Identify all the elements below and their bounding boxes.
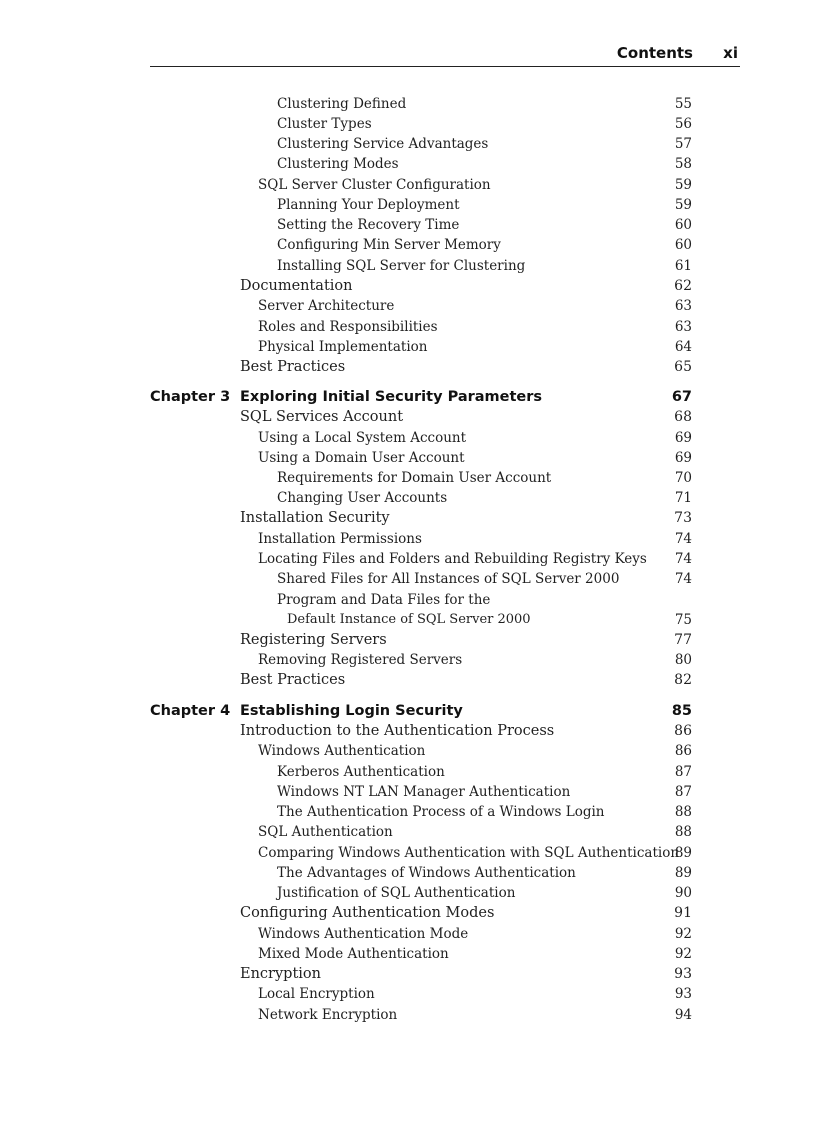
toc-entry-page: 73 [674,510,692,526]
toc-entry-page: 80 [674,652,692,668]
toc-entry-title: Windows Authentication Mode [258,926,469,942]
toc-entry [0,175,816,195]
toc-chapter-page: 85 [671,703,692,719]
toc-entry-title: Cluster Types [277,116,372,132]
toc-entry-page: 71 [674,490,692,506]
toc-entry [0,741,816,761]
toc-entry [0,843,816,863]
toc-chapter-title: Exploring Initial Security Parameters [240,389,543,405]
toc-entry [0,610,816,630]
toc-entry-page: 86 [674,743,692,759]
toc-entry [0,256,816,276]
toc-entry [0,944,816,964]
toc-entry-page: 61 [674,258,692,274]
toc-entry-page: 82 [674,672,692,688]
toc-entry-title: Server Architecture [258,298,395,314]
toc-entry-title: Installation Security [240,510,390,526]
toc-entry [0,468,816,488]
toc-entry [0,863,816,883]
toc-entry-page: 65 [674,359,692,375]
toc-entry-title: Windows Authentication [258,743,426,759]
toc-entry [0,822,816,842]
toc-entry [0,296,816,316]
toc-entry [0,215,816,235]
toc-entry [0,337,816,357]
toc-entry-title: Best Practices [240,672,346,688]
toc-entry-page: 88 [674,804,692,820]
toc-entry-page: 63 [674,298,692,314]
toc-entry-title: Installation Permissions [258,531,422,547]
toc-entry-page: 57 [674,136,692,152]
toc-entry-page: 87 [674,764,692,780]
toc-entry-page: 77 [674,632,692,648]
toc-entry-title: Program and Data Files for the [277,592,491,608]
toc-entry-page: 69 [674,430,692,446]
toc-entry-page: 86 [674,723,692,739]
toc-entry-title: Clustering Defined [277,96,407,112]
toc-entry [0,94,816,114]
toc-entry-title: Introduction to the Authentication Process [240,723,555,739]
toc-entry-page: 63 [674,319,692,335]
toc-entry [0,276,816,296]
toc-entry-title: The Advantages of Windows Authentication [277,865,576,881]
toc-entry-page: 93 [674,986,692,1002]
toc-entry-page: 92 [674,946,692,962]
toc-entry [0,549,816,569]
toc-entry-title: Shared Files for All Instances of SQL Server 2000 [277,571,620,587]
toc-entry-title: The Authentication Process of a Windows Login [277,804,605,820]
toc-entry-title: Encryption [240,966,321,982]
toc-entry-title: Network Encryption [258,1007,398,1023]
toc-entry-title: Requirements for Domain User Account [277,470,552,486]
toc-chapter-entry [0,701,816,721]
toc-entry-title: Setting the Recovery Time [277,217,460,233]
toc-entry [0,235,816,255]
toc-entry-title: Justification of SQL Authentication [277,885,516,901]
toc-entry-title: Removing Registered Servers [258,652,463,668]
toc-entry-title: Locating Files and Folders and Rebuilding Registry Keys [258,551,647,567]
toc-entry-title: Roles and Responsibilities [258,319,438,335]
toc-entry [0,590,816,610]
toc-entry-page: 64 [674,339,692,355]
toc-entry-page: 56 [674,116,692,132]
toc-entry-page: 60 [674,217,692,233]
toc-entry-page: 74 [674,571,692,587]
toc-entry [0,508,816,528]
toc-entry-title: Installing SQL Server for Clustering [277,258,526,274]
toc-entry-page: 62 [674,278,692,294]
toc-entry [0,924,816,944]
toc-entry [0,134,816,154]
toc-entry-title: Configuring Min Server Memory [277,237,501,253]
toc-entry-page: 91 [674,905,692,921]
toc-entry [0,529,816,549]
toc-entry-page: 74 [674,531,692,547]
toc-entry [0,448,816,468]
toc-entry-page: 90 [674,885,692,901]
toc-entry [0,317,816,337]
toc-entry-title: Mixed Mode Authentication [258,946,449,962]
toc-entry-page: 89 [674,845,692,861]
toc-entry-page: 59 [674,177,692,193]
toc-entry-title: Planning Your Deployment [277,197,460,213]
toc-entry-title: Physical Implementation [258,339,428,355]
toc-entry [0,650,816,670]
toc-entry-title: Kerberos Authentication [277,764,445,780]
running-header-page-number: xi [723,44,738,62]
toc-entry [0,903,816,923]
toc-entry-title: Default Instance of SQL Server 2000 [287,612,531,627]
toc-chapter-title: Establishing Login Security [240,703,463,719]
toc-entry-title: SQL Services Account [240,409,404,425]
toc-entry-title: Windows NT LAN Manager Authentication [277,784,571,800]
toc-entry-title: Comparing Windows Authentication with SQL Authentication [258,845,680,861]
toc-entry-title: Using a Domain User Account [258,450,465,466]
toc-entry-page: 58 [674,156,692,172]
toc-entry [0,114,816,134]
toc-entry-page: 60 [674,237,692,253]
toc-entry-page: 93 [674,966,692,982]
toc-entry-title: SQL Server Cluster Configuration [258,177,491,193]
toc-chapter-entry [0,387,816,407]
toc-entry-title: Local Encryption [258,986,375,1002]
toc-entry [0,782,816,802]
toc-entry [0,802,816,822]
toc-entry-title: Changing User Accounts [277,490,448,506]
toc-entry-page: 68 [674,409,692,425]
toc-entry-title: Configuring Authentication Modes [240,905,495,921]
toc-entry [0,488,816,508]
toc-entry [0,964,816,984]
toc-entry [0,670,816,690]
toc-entry [0,569,816,589]
toc-entry-title: SQL Authentication [258,824,393,840]
toc-entry-title: Using a Local System Account [258,430,467,446]
toc-entry-page: 88 [674,824,692,840]
toc-entry [0,357,816,377]
toc-entry [0,407,816,427]
toc-entry [0,883,816,903]
toc-entry-title: Clustering Service Advantages [277,136,489,152]
toc-entry [0,154,816,174]
toc-entry-title: Clustering Modes [277,156,399,172]
toc-entry-page: 70 [674,470,692,486]
toc-entry [0,630,816,650]
toc-entry-page: 89 [674,865,692,881]
toc-entry-page: 69 [674,450,692,466]
toc-entry [0,762,816,782]
toc-entry-title: Documentation [240,278,353,294]
toc-entry-title: Registering Servers [240,632,387,648]
toc-entry [0,195,816,215]
toc-chapter-label: Chapter 3 [150,389,231,405]
toc-entry [0,721,816,741]
toc-chapter-page: 67 [671,389,692,405]
toc-entry [0,984,816,1004]
toc-entry [0,428,816,448]
toc-entry-page: 75 [674,612,692,628]
toc-entry [0,1005,816,1025]
toc-entry-page: 59 [674,197,692,213]
toc-entry-page: 74 [674,551,692,567]
running-header-title: Contents [616,44,693,62]
toc-entry-page: 55 [674,96,692,112]
toc-entry-page: 92 [674,926,692,942]
toc-entry-page: 94 [674,1007,692,1023]
toc-entry-page: 87 [674,784,692,800]
toc-entry-title: Best Practices [240,359,346,375]
toc-chapter-label: Chapter 4 [150,703,231,719]
